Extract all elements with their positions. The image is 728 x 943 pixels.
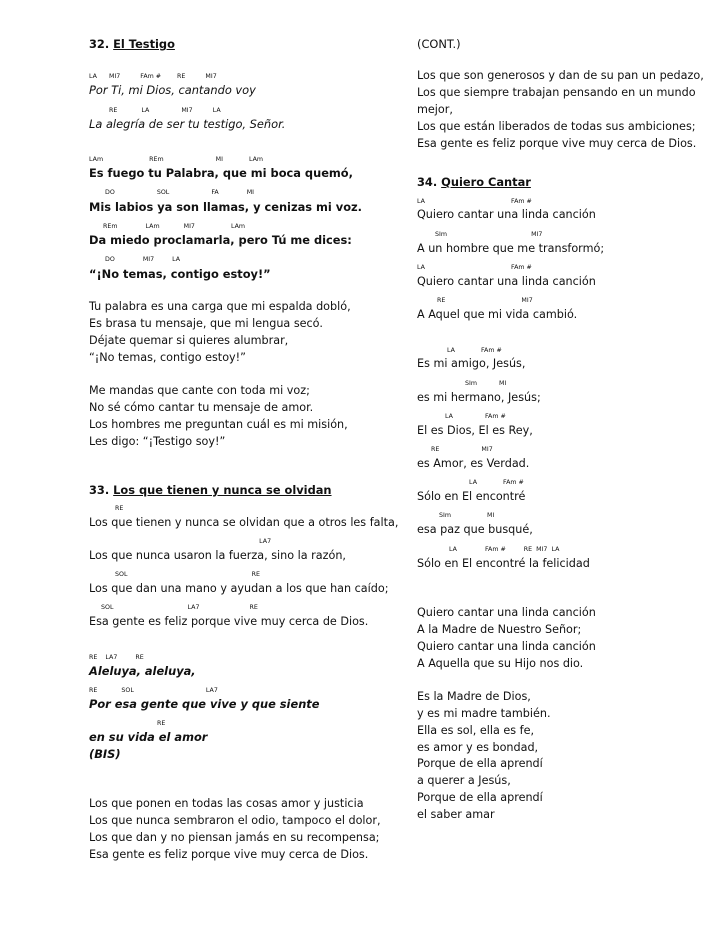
lyric-line: A un hombre que me transformó; — [417, 242, 605, 255]
lyric-line: Les digo: “¡Testigo soy!” — [89, 435, 226, 448]
lyric-line: Mis labios ya son llamas, y cenizas mi voz. — [89, 200, 362, 214]
lyric-line: en su vida el amor — [89, 730, 208, 744]
lyric-line: y es mi madre también. — [417, 707, 551, 720]
lyric-line: Es la Madre de Dios, — [417, 690, 531, 703]
chord-line: RE MI7 — [417, 297, 533, 304]
chord-line: SIm MI7 — [417, 231, 543, 238]
lyric-line: es Amor, es Verdad. — [417, 457, 530, 470]
lyric-line: Los que tienen y nunca se olvidan que a otros les falta, — [89, 516, 399, 529]
lyric-line: Los que siempre trabajan pensando en un mundo — [417, 86, 696, 99]
lyric-line: Esa gente es feliz porque vive muy cerca de Dios. — [89, 615, 369, 628]
chord-line: LA FAm # — [417, 347, 502, 354]
lyric-line: “¡No temas, contigo estoy!” — [89, 267, 271, 281]
chord-line: LA FAm # — [417, 198, 532, 205]
lyric-line: Los que ponen en todas las cosas amor y justicia — [89, 797, 364, 810]
song-title: Los que tienen y nunca se olvidan — [113, 483, 332, 497]
song-title: El Testigo — [113, 37, 175, 51]
song-34-heading — [417, 176, 531, 189]
lyric-line: es mi hermano, Jesús; — [417, 391, 541, 404]
lyric-line: A Aquella que su Hijo nos dio. — [417, 657, 584, 670]
chord-line: LA FAm # — [417, 264, 532, 271]
chord-line: LA FAm # — [417, 413, 506, 420]
song-number: 33. — [89, 483, 110, 497]
chord-line: RE LA MI7 LA — [89, 107, 221, 114]
lyric-line: A la Madre de Nuestro Señor; — [417, 623, 582, 636]
lyric-line: Por esa gente que vive y que siente — [89, 697, 320, 711]
lyric-line: Déjate quemar si quieres alumbrar, — [89, 334, 289, 347]
lyric-line: La alegría de ser tu testigo, Señor. — [89, 117, 286, 131]
chord-line: LA FAm # — [417, 479, 524, 486]
chord-line: RE MI7 — [417, 446, 493, 453]
chord-line: LAm REm MI LAm — [89, 156, 264, 163]
song-number: 34. — [417, 175, 438, 189]
lyric-line: Porque de ella aprendí — [417, 757, 543, 770]
lyric-line: Por Ti, mi Dios, cantando voy — [89, 83, 256, 97]
lyric-line: Aleluya, aleluya, — [89, 664, 196, 678]
lyric-line: Los que nunca sembraron el odio, tampoco el dolor, — [89, 814, 381, 827]
song-32-heading — [89, 38, 175, 51]
lyric-line: Los que nunca usaron la fuerza, sino la razón, — [89, 549, 346, 562]
lyric-line: Quiero cantar una linda canción — [417, 640, 596, 653]
chord-line: RE — [89, 720, 166, 727]
lyric-line: Quiero cantar una linda canción — [417, 275, 596, 288]
lyric-line: Tu palabra es una carga que mi espalda dobló, — [89, 300, 351, 313]
song-33-heading — [89, 484, 332, 497]
chord-line: LA MI7 FAm # RE MI7 — [89, 73, 217, 80]
lyric-line: mejor, — [417, 103, 453, 116]
lyric-line: Los que son generosos y dan de su pan un pedazo, — [417, 69, 704, 82]
chord-line: REm LAm MI7 LAm — [89, 223, 246, 230]
chord-line: LA7 — [89, 538, 272, 545]
lyric-line: Los que dan y no piensan jamás en su recompensa; — [89, 831, 380, 844]
chord-line: SOL LA7 RE — [89, 604, 258, 611]
lyric-line: Sólo en El encontré la felicidad — [417, 557, 590, 570]
lyric-line: a querer a Jesús, — [417, 774, 511, 787]
lyric-line: Quiero cantar una linda canción — [417, 208, 596, 221]
lyric-line: Sólo en El encontré — [417, 490, 526, 503]
lyric-line: el saber amar — [417, 808, 495, 821]
lyric-line: Los que dan una mano y ayudan a los que han caído; — [89, 582, 389, 595]
lyric-line: Porque de ella aprendí — [417, 791, 543, 804]
lyric-line: Quiero cantar una linda canción — [417, 606, 596, 619]
song-title: Quiero Cantar — [441, 175, 531, 189]
lyric-line: Esa gente es feliz porque vive muy cerca de Dios. — [89, 848, 369, 861]
chord-line: RE — [89, 505, 124, 512]
lyric-line: Es fuego tu Palabra, que mi boca quemó, — [89, 166, 353, 180]
lyric-line: A Aquel que mi vida cambió. — [417, 308, 578, 321]
lyric-line: Es mi amigo, Jesús, — [417, 357, 526, 370]
lyric-line: Los hombres me preguntan cuál es mi misión, — [89, 418, 348, 431]
continued-label: (CONT.) — [417, 37, 461, 51]
chord-line: DO SOL FA MI — [89, 189, 255, 196]
lyric-line: Esa gente es feliz porque vive muy cerca de Dios. — [417, 137, 697, 150]
chord-line: RE LA7 RE — [89, 654, 144, 661]
lyric-line: Me mandas que cante con toda mi voz; — [89, 384, 310, 397]
lyric-line: El es Dios, El es Rey, — [417, 424, 533, 437]
chord-line: SIm MI — [417, 380, 507, 387]
lyric-line: (BIS) — [89, 747, 121, 761]
lyric-line: Es brasa tu mensaje, que mi lengua secó. — [89, 317, 323, 330]
lyric-line: Los que están liberados de todas sus ambiciones; — [417, 120, 696, 133]
song-number: 32. — [89, 37, 110, 51]
chord-line: RE SOL LA7 — [89, 687, 218, 694]
chord-line: SOL RE — [89, 571, 260, 578]
lyric-line: Ella es sol, ella es fe, — [417, 724, 535, 737]
chord-line: SIm MI — [417, 512, 495, 519]
chord-line: DO MI7 LA — [89, 256, 181, 263]
chord-line: LA FAm # RE MI7 LA — [417, 546, 560, 553]
lyric-line: esa paz que busqué, — [417, 523, 533, 536]
lyric-line: No sé cómo cantar tu mensaje de amor. — [89, 401, 314, 414]
lyric-line: “¡No temas, contigo estoy!” — [89, 351, 246, 364]
lyric-line: es amor y es bondad, — [417, 741, 539, 754]
lyric-line: Da miedo proclamarla, pero Tú me dices: — [89, 233, 352, 247]
